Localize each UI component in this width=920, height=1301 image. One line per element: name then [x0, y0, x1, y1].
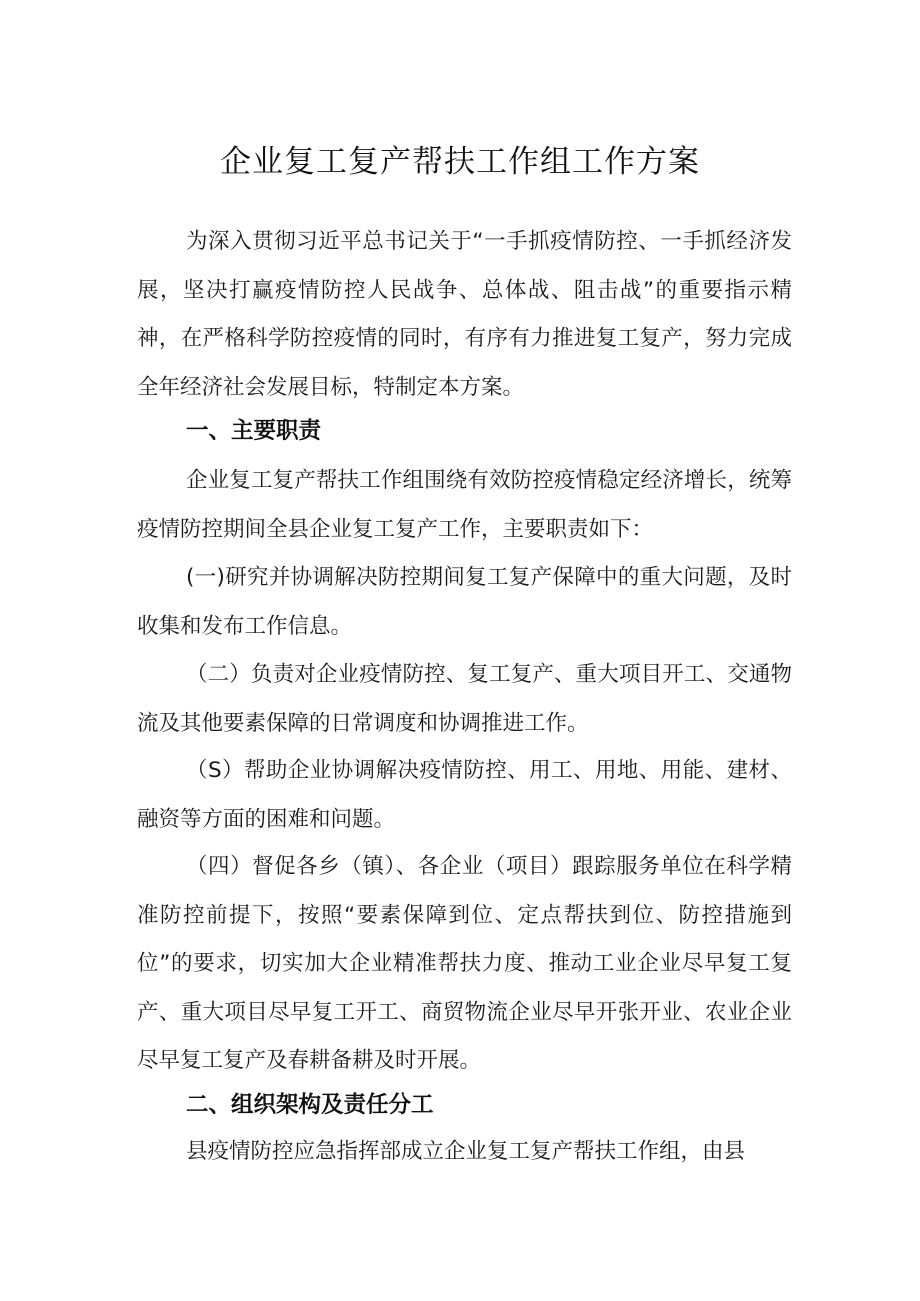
document-title: 企业复工复产帮扶工作组工作方案 [220, 144, 700, 180]
duty-item-1: (一)研究并协调解决防控期间复工复产保障中的重大问题，及时收集和发布工作信息。 [137, 565, 792, 639]
duties-summary-paragraph: 企业复工复产帮扶工作组围绕有效防控疫情稳定经济增长，统筹疫情防控期间全县企业复工复产工作，主要职责如下： [137, 468, 792, 542]
duty-item-3: （S）帮助企业协调解决疫情防控、用工、用地、用能、建材、融资等方面的困难和问题。 [137, 758, 792, 832]
section-heading-organization: 二、组织架构及责任分工 [186, 1092, 434, 1118]
intro-paragraph: 为深入贯彻习近平总书记关于“一手抓疫情防控、一手抓经济发展，坚决打赢疫情防控人民战争、总体战、阻击战”的重要指示精神，在严格科学防控疫情的同时，有序有力推进复工复产，努力完成全年经济社会发展目标，特制定本方案。 [137, 229, 792, 400]
duty-item-4: （四）督促各乡（镇）、各企业（项目）跟踪服务单位在科学精准防控前提下，按照“要素保障到位、定点帮扶到位、防控措施到位”的要求，切实加大企业精准帮扶力度、推动工业企业尽早复工复产、重大项目尽早复工开工、商贸物流企业尽早开张开业、农业企业尽早复工复产及春耕备耕及时开展。 [137, 854, 792, 1073]
section-heading-duties: 一、主要职责 [186, 418, 322, 444]
organization-paragraph: 县疫情防控应急指挥部成立企业复工复产帮扶工作组，由县 [186, 1139, 746, 1164]
duty-item-2: （二）负责对企业疫情防控、复工复产、重大项目开工、交通物流及其他要素保障的日常调度和协调推进工作。 [137, 662, 792, 736]
